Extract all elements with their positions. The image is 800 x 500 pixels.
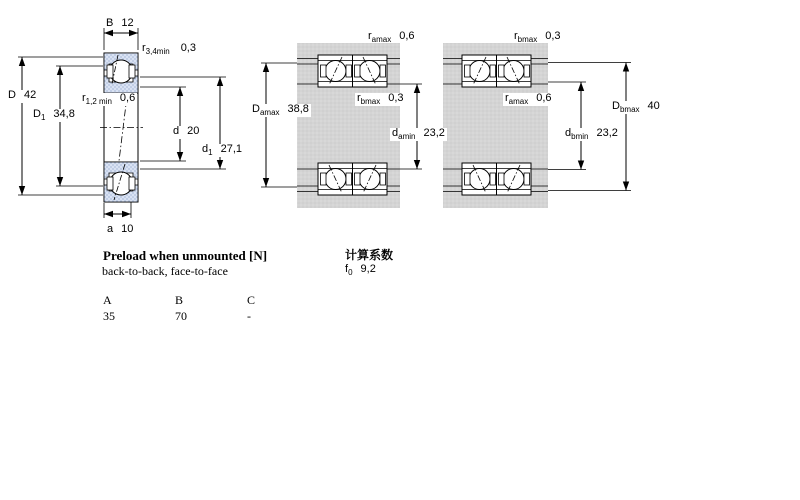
dim-label-r34min: $r_{3,4min}$ 0,3 [142,42,196,57]
face-to-face-arrangement-drawing [443,43,631,208]
dim-label-Dbmax: $D_{bmax}$ 40 [612,100,660,115]
preload-value-A: 35 [103,309,115,323]
dim-label-D1: $D_1$ 34,8 [33,108,75,123]
dim-label-damin: $d_{amin}$ 23,2 [392,127,445,142]
dim-label-Damax: $D_{amax}$ 38,8 [252,103,309,118]
dim-label-ramax-right: $r_{amax}$ 0,6 [505,92,552,107]
dim-label-r12min: $r_{1,2 min}$ 0,6 [82,92,136,107]
dim-label-dbmin: $d_{bmin}$ 23,2 [565,127,618,142]
single-bearing-cross-section [18,28,226,218]
preload-value-C: - [247,309,251,323]
dim-label-D: D 42 [6,90,38,103]
preload-col-B: B [175,293,184,307]
preload-subtitle: back-to-back, face-to-face [102,264,228,278]
dim-label-a: a 10 [107,223,134,235]
calc-factor-f0: $f_0$ 9,2 [345,263,376,278]
dim-label-B: B 12 [106,17,134,29]
preload-col-A: A [103,293,112,307]
calc-factors-title: 计算系数 [345,248,394,262]
back-to-back-arrangement-drawing [261,43,422,208]
preload-value-B: 70 [175,309,187,323]
dim-label-rbmax-mid: $r_{bmax}$ 0,3 [357,92,404,107]
dim-label-d: d 20 [171,126,201,139]
preload-col-C: C [247,293,256,307]
dim-label-d1: $d_1$ 27,1 [202,143,242,158]
dim-label-rbmax-right: $r_{bmax}$ 0,3 [514,30,561,45]
preload-title: Preload when unmounted [N] [103,248,268,263]
dim-label-ramax-mid: $r_{amax}$ 0,6 [368,30,415,45]
